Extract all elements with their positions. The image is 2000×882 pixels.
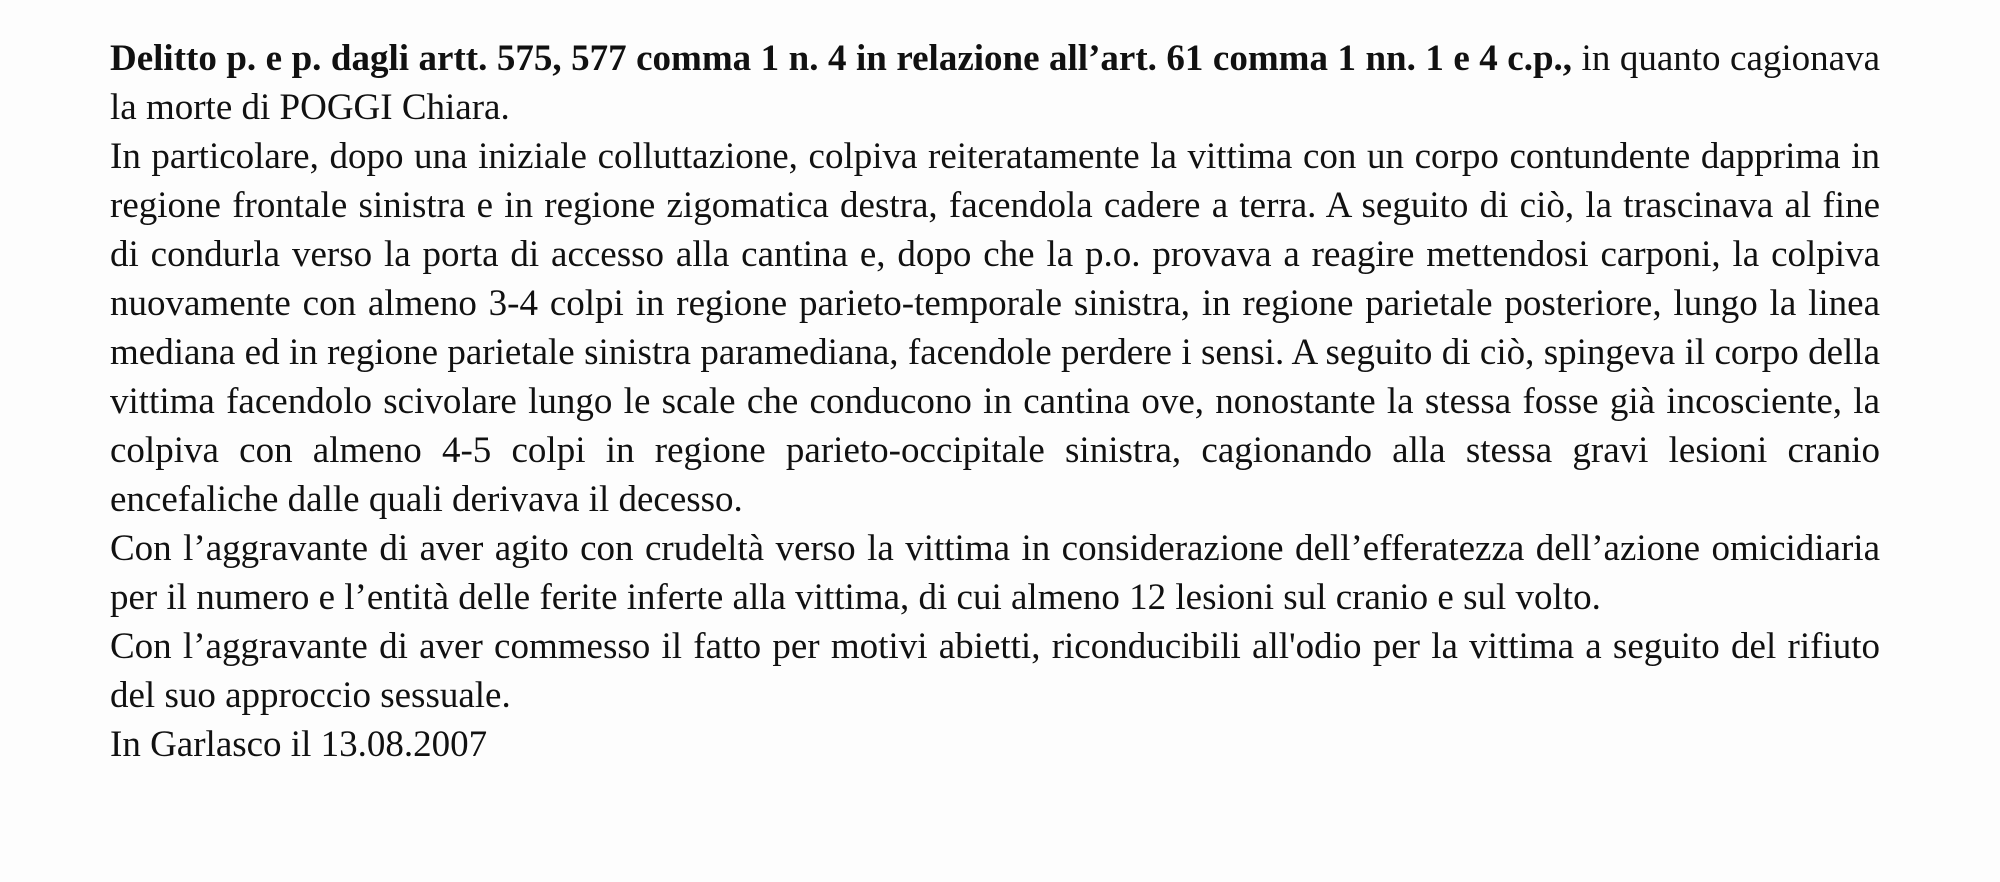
document-body: [110, 34, 1880, 769]
aggravating-cruelty-paragraph: Con l’aggravante di aver agito con crudeltà verso la vittima in considerazione dell’efferatezza dell’azione omicidiaria per il numero e l’entità delle ferite inferte alla vittima, di cui almeno 12 lesioni sul cranio e sul volto.: [110, 528, 1880, 618]
aggravating-motive-paragraph: Con l’aggravante di aver commesso il fatto per motivi abietti, riconducibili all'odio per la vittima a seguito del rifiuto del suo approccio sessuale.: [110, 626, 1880, 716]
charge-heading-rest: in quanto cagionava la morte di POGGI Chiara.: [110, 38, 1880, 128]
charge-heading-bold: Delitto p. e p. dagli artt. 575, 577 comma 1 n. 4 in relazione all’art. 61 comma 1 nn. 1 e 4 c.p.,: [110, 38, 1573, 79]
facts-paragraph: In particolare, dopo una iniziale colluttazione, colpiva reiteratamente la vittima con un corpo contundente dapprima in regione frontale sinistra e in regione zigomatica destra, facendola cadere a terra. A seguito di ciò, la trascinava al fine di condurla verso la porta di accesso alla cantina e, dopo che la p.o. provava a reagire mettendosi carponi, la colpiva nuovamente con almeno 3-4 colpi in regione parieto-temporale sinistra, in regione parietale posteriore, lungo la linea mediana ed in regione parietale sinistra paramediana, facendole perdere i sensi. A seguito di ciò, spingeva il corpo della vittima facendolo scivolare lungo le scale che conducono in cantina ove, nonostante la stessa fosse già incosciente, la colpiva con almeno 4-5 colpi in regione parieto-occipitale sinistra, cagionando alla stessa gravi lesioni cranio encefaliche dalle quali derivava il decesso.: [110, 136, 1880, 520]
place-date-line: In Garlasco il 13.08.2007: [110, 724, 488, 765]
charge-heading-paragraph: [110, 34, 1880, 132]
